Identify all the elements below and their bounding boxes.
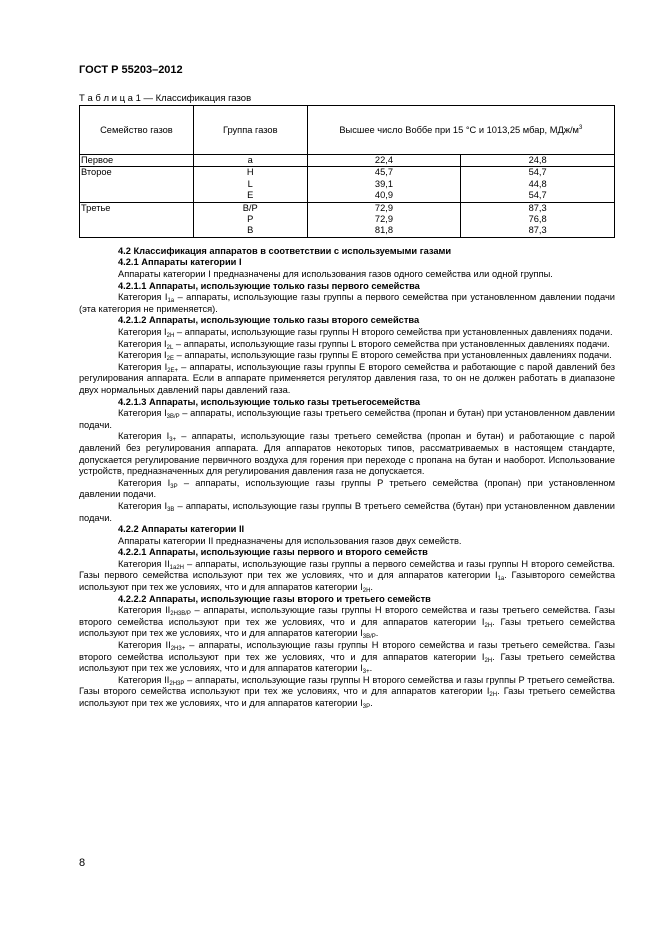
paragraph: Категория $I_{3P}$ – аппараты, использующие газы группы P третьего семейства (пропан) при установленном давлении подачи. [79, 477, 615, 500]
wobbe-min-cell: 72,9 72,9 81,8 [307, 202, 461, 237]
paragraph: Категория $I_{3+}$ – аппараты, использующие газы третьего семейства (пропан и бутан) и работающие с парой давлений без регулирования аппарата. Для аппаратов некоторых типов, рассматриваемых в настоящем стандарте, допускается регулирование первичного воздуха для горения при переходе с пропана на бутан и наоборот. Использование устройств, предназначенных для регулирования давления газа не допускается. [79, 431, 615, 477]
table-row [80, 167, 615, 202]
paragraph: Категория $I_{1a}$ – аппараты, использующие газы группы а первого семейства при установленном давлении подачи (эта категория не применяется). [79, 292, 615, 314]
section-heading: 4.2 Классификация аппаратов в соответствии с используемыми газами [118, 245, 452, 256]
wobbe-max-cell: 87,3 76,8 87,3 [461, 202, 615, 237]
paragraph: Аппараты категории II предназначены для использования газов двух семейств. [118, 535, 462, 546]
gas-classification-table [79, 105, 615, 238]
section-heading: 4.2.1.2 Аппараты, использующие только газы второго семейства [118, 315, 420, 326]
paragraph: Аппараты категории I предназначены для использования газов одного семейства или одной группы. [118, 269, 553, 280]
body-text [79, 246, 615, 710]
document-page [79, 60, 615, 710]
paragraph: Категория $I_{3B}$ – аппараты, использующие газы группы B третьего семейства (бутан) при установленном давлении подачи. [79, 500, 615, 523]
header-wobbe: Высшее число Воббе при 15 °С и 1013,25 мбар, МДж/$м^3$ [307, 106, 614, 155]
wobbe-max-cell: 24,8 [461, 155, 615, 167]
page-number: 8 [79, 857, 86, 869]
group-cell: a [193, 155, 307, 167]
family-cell: Второе [80, 167, 194, 202]
paragraph: Категория $II_{2H3+}$ – аппараты, использующие газы группы H второго семейства и газы третьего семейства. Газы второго семейства используют при тех же условиях, что и для аппаратов категории $I_{2H}$. Газы третьего семейства используют при тех же условиях, что и для аппаратов категории $I_{3+}$. [79, 640, 616, 676]
group-cell: B/P P B [193, 202, 307, 237]
table-row [80, 202, 615, 237]
table-body [80, 155, 615, 238]
group-cell: H L E [193, 167, 307, 202]
document-header: ГОСТ Р 55203–2012 [79, 64, 183, 76]
table-row [80, 155, 615, 167]
section-heading: 4.2.2.2 Аппараты, использующие газы второго и третьего семейств [118, 593, 431, 604]
wobbe-min-cell: 45,7 39,1 40,9 [307, 167, 461, 202]
section-heading: 4.2.2.1 Аппараты, использующие газы первого и второго семейств [118, 547, 428, 558]
header-family: Семейство газов [80, 106, 194, 155]
section-heading: 4.2.2 Аппараты категории II [118, 524, 245, 535]
section-heading: 4.2.1 Аппараты категории I [118, 257, 242, 268]
wobbe-max-cell: 54,7 44,8 54,7 [461, 167, 615, 202]
paragraph: Категория $II_{2H3B/P}$ – аппараты, использующие газы группы H второго семейства и газы третьего семейства. Газы второго семейства используют при тех же условиях, что и для аппаратов категории $I_{2H}$. Газы третьего семейства используют при тех же условиях, что и для аппаратов категории $I_{3B/P}$. [79, 605, 616, 641]
paragraph: Категория $I_{2E}$ – аппараты, использующие газы группы E второго семейства при установленных давлениях подачи. [118, 350, 612, 363]
paragraph: Категория $II_{1a2H}$ – аппараты, использующие газы группы а первого семейства и газы группы H второго семейства. Газы первого семейства используют при тех же условиях, что и для аппаратов категории $I_{1a}$. Газывторого семейства используют при тех же условиях, что и для аппаратов категории $I_{2H}$. [79, 558, 616, 595]
paragraph: Категория $I_{2E+}$ – аппараты, использующие газы группы E второго семейства и работающие с парой давлений без регулирования аппарата. Если в аппарате применяется регулятор давления газа, то он не должен работать в диапазоне двух нормальных давлений пары давлений газа. [79, 361, 615, 395]
paragraph: Категория $I_{3B/P}$ – аппараты, использующие газы третьего семейства (пропан и бутан) при установленном давлении подачи. [79, 408, 615, 430]
wobbe-min-cell: 22,4 [307, 155, 461, 167]
table-caption: Т а б л и ц а 1 — Классификация газов [79, 93, 252, 104]
section-heading: 4.2.1.1 Аппараты, использующие только газы первого семейства [118, 280, 420, 291]
header-group: Группа газов [193, 106, 307, 155]
family-cell: Первое [80, 155, 194, 167]
paragraph: Категория $II_{2H3P}$ – аппараты, использующие газы группы H второго семейства и газы группы P третьего семейства. Газы второго семейства используют при тех же условиях, что и для аппаратов категории $I_{2H}$. Газы третьего семейства используют при тех же условиях, что и для аппаратов категории $I_{3P}$. [79, 674, 615, 710]
section-heading: 4.2.1.3 Аппараты, использующие только газы третьегосемейства [118, 396, 421, 407]
family-cell: Третье [80, 202, 194, 237]
paragraph: Категория $I_{2H}$ – аппараты, использующие газы группы H второго семейства при установленных давлениях подачи. [118, 327, 613, 339]
paragraph: Категория $I_{2L}$ – аппараты, использующие газы группы L второго семейства при установленных давлениях подачи. [118, 338, 610, 351]
